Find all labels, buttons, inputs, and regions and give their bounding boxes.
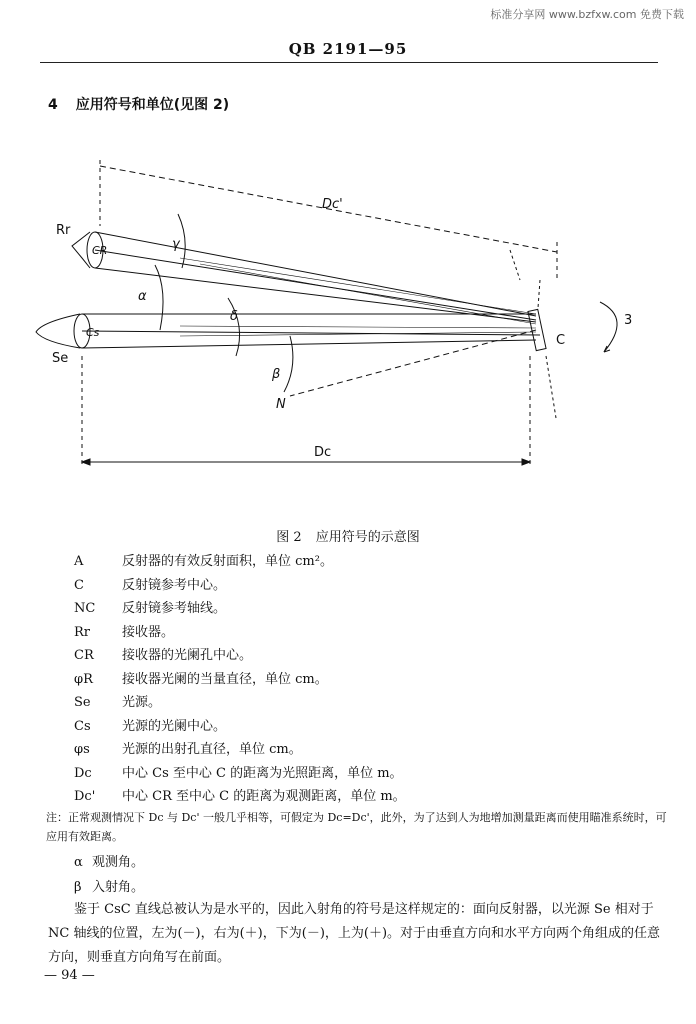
angle-description: 入射角。 [92,880,145,895]
source-cone [36,314,80,348]
symbol-row [74,668,674,692]
alpha-angle-arc [155,265,163,330]
label-three: 3 [624,313,633,328]
symbol-row [74,621,674,645]
header-rule [40,62,658,63]
sign-convention-paragraph: 鉴于 CsC 直线总被认为是水平的，因此入射角的符号是这样规定的：面向反射器，以光源 Se 相对于 NC 轴线的位置，左为(－)，右为(＋)，下为(－)，上为(＋)。对于由垂直方向和水平方向两个角组成的任意方向，则垂直方向角写在前面。 [48,902,661,965]
symbol-row [74,574,674,598]
symbol-row [74,762,674,786]
symbol: Dc [74,765,92,781]
symbol-row [74,785,674,809]
label-cs: Cs [86,326,100,339]
angle-row [74,875,674,900]
angle-symbol: β [74,880,82,895]
symbol-description: 接收器。 [122,624,175,640]
rotation-arc [600,302,617,352]
delta-angle-arc [228,298,240,356]
watermark: 标准分享网 www.bzfxw.com 免费下载 [490,8,684,21]
symbol: φs [74,742,90,757]
angle-row [74,850,674,875]
symbol: Rr [74,624,91,640]
label-dc: Dc [314,445,332,460]
label-rr: Rr [56,223,71,238]
label-n: N [276,397,286,412]
symbol: C [74,577,84,593]
symbol-row [74,644,674,668]
symbol-description: 接收器的光阑孔中心。 [122,648,253,663]
symbol-description: 接收器光阑的当量直径，单位 cm。 [122,671,328,687]
symbol-description: 中心 Cs 至中心 C 的距离为光照距离，单位 m。 [122,765,403,781]
label-c: C [556,333,566,348]
symbol-row [74,738,674,762]
figure-caption [0,526,696,545]
symbol-description: 反射器的有效反射面积，单位 cm²。 [122,554,333,569]
angle-symbol: α [74,855,83,870]
angle-description: 观测角。 [92,855,145,870]
section-heading [48,94,229,114]
label-delta: δ [230,309,238,324]
label-beta: β [272,367,281,382]
section-number: 4 [48,97,58,113]
source-beam-bottom [82,340,536,348]
symbol: NC [74,601,96,616]
symbol-description: 中心 CR 至中心 C 的距离为观测距离，单位 m。 [122,789,406,804]
symbol: A [74,554,84,569]
symbol: CR [74,648,94,663]
symbol-description: 反射镜参考轴线。 [122,601,227,616]
figure-caption-text: 应用符号的示意图 [315,530,420,545]
figure-number: 图 2 [276,530,302,545]
symbol-description: 光源的光阑中心。 [122,718,227,734]
label-dc-prime: Dc' [322,197,343,212]
normal-axis-nc [290,330,536,396]
label-se: Se [52,351,69,366]
standard-number-header: QB 2191—95 [288,40,408,58]
symbol: Cs [74,718,91,734]
label-cr: CR [92,244,108,257]
symbol-row [74,550,674,574]
page-number: — 94 — [44,968,95,983]
symbol-description: 光源。 [122,695,162,710]
symbol-row [74,691,674,715]
symbol-description: 反射镜参考中心。 [122,577,227,593]
reflector [528,309,546,350]
note-paragraph: 注：正常观测情况下 Dc 与 Dc' 一般几乎相等，可假定为 Dc=Dc'，此外，为了达到人为地增加测量距离而使用瞄准系统时，可应用有效距离。 [46,811,667,843]
symbol-list [74,550,674,809]
symbol-row [74,597,674,621]
symbol: Se [74,695,91,710]
symbol-description: 光源的出射孔直径，单位 cm。 [122,742,302,757]
symbol: φR [74,671,93,687]
label-gamma: γ [172,237,180,252]
label-alpha: α [138,289,147,304]
symbol: Dc' [74,789,96,804]
symbol-row [74,715,674,739]
figure-2-diagram [0,130,696,520]
angle-definitions [74,850,674,900]
section-title: 应用符号和单位(见图 2) [75,97,230,113]
